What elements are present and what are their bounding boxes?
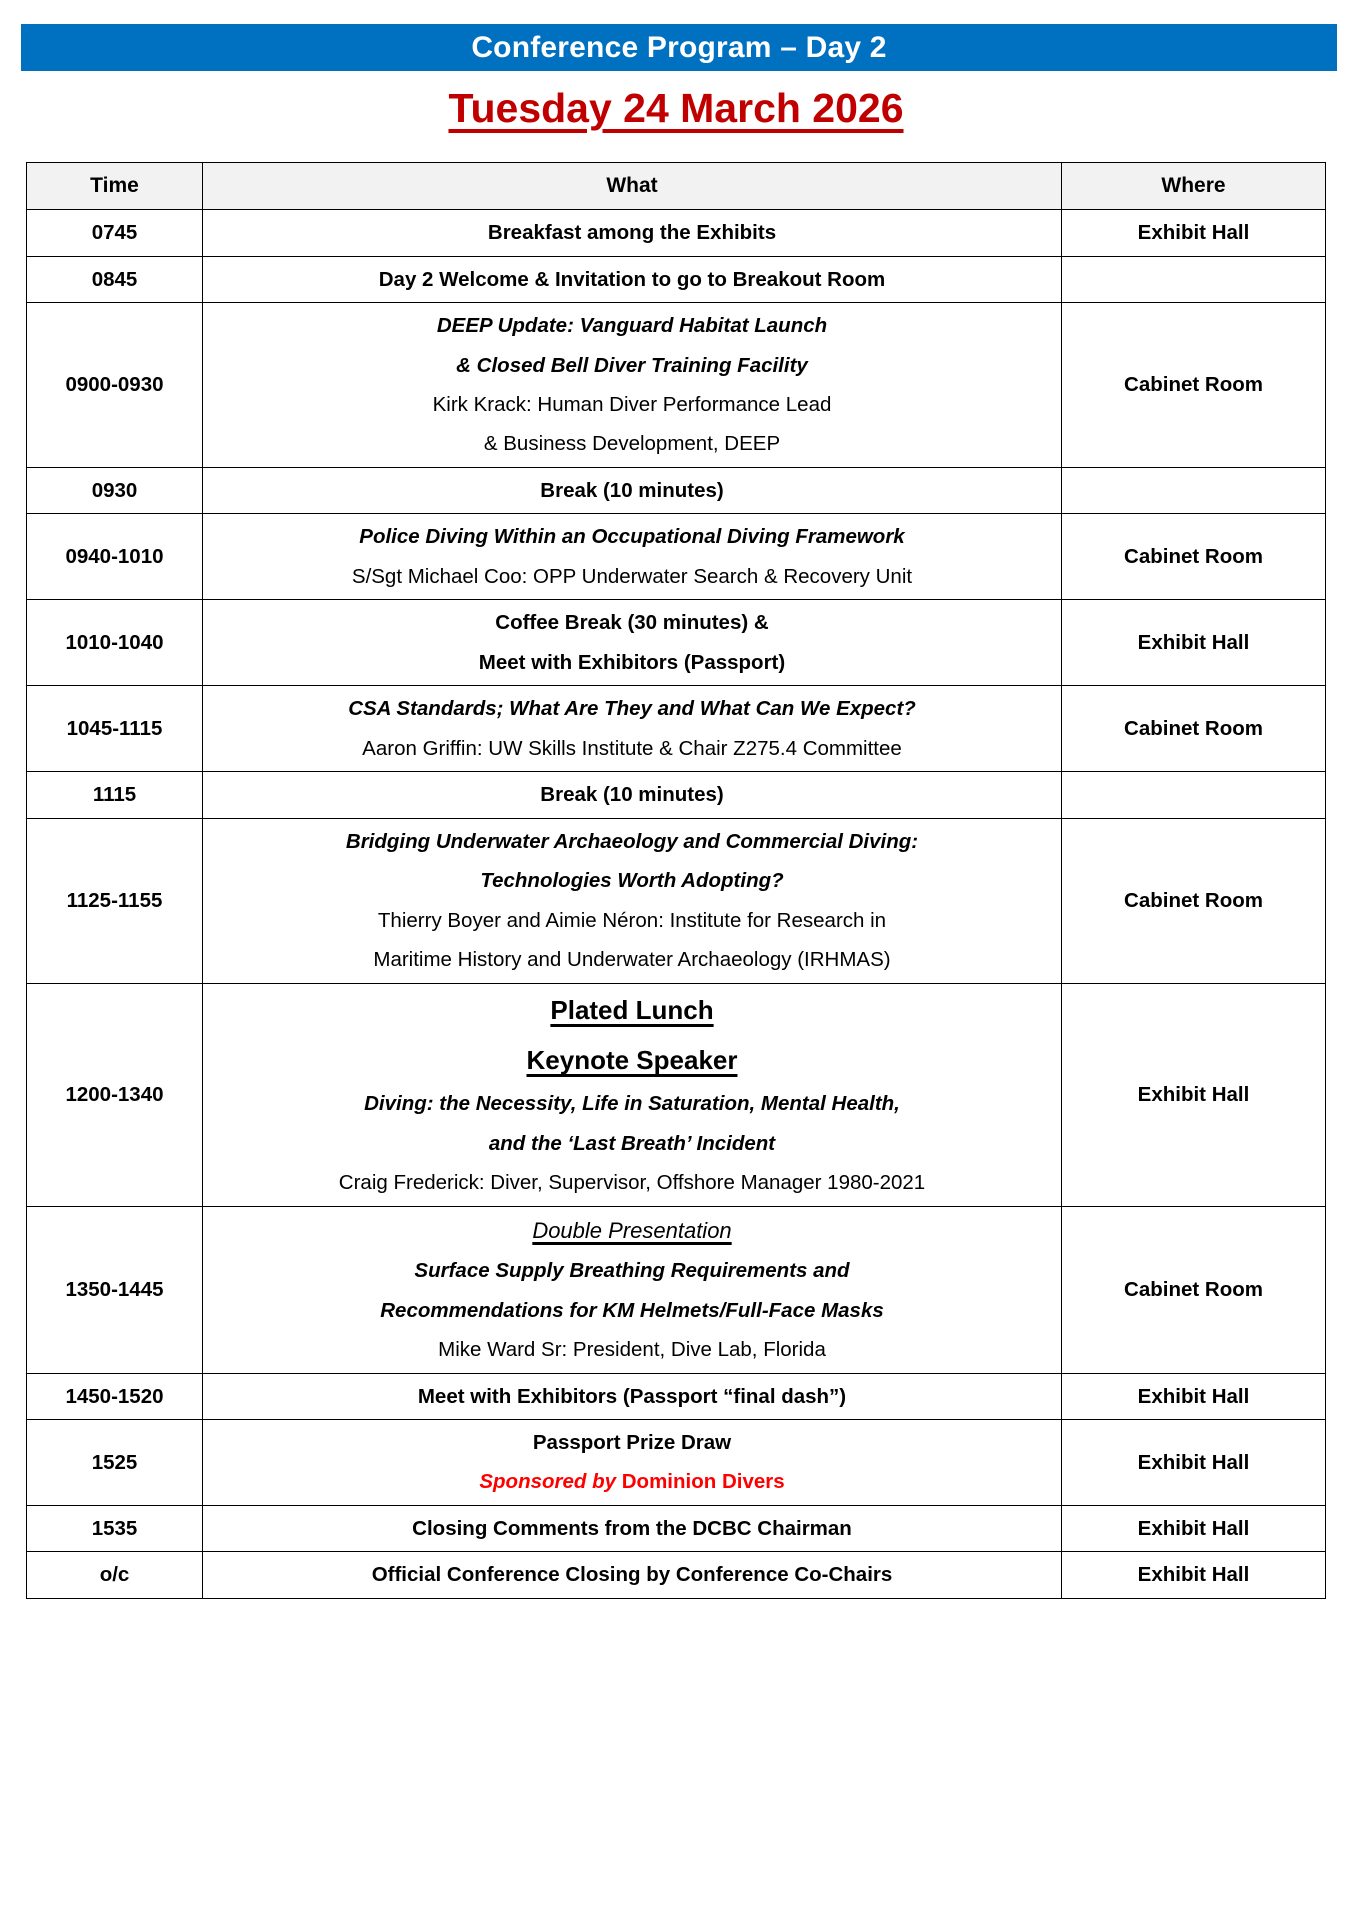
table-row: [27, 600, 1326, 686]
cell-what: [203, 1552, 1062, 1598]
session-presenter: Thierry Boyer and Aimie Néron: Institute for Research in: [377, 908, 887, 932]
session-title: Coffee Break (30 minutes) &: [495, 611, 769, 635]
cell-what: [203, 686, 1062, 772]
cell-time: 1125-1155: [27, 818, 203, 983]
cell-what: [203, 303, 1062, 468]
sponsor-prefix: Sponsored by: [479, 1470, 622, 1494]
session-headline: Double Presentation: [532, 1217, 732, 1243]
banner-title: Conference Program – Day 2: [471, 30, 887, 64]
table-row: [27, 210, 1326, 256]
table-row: [27, 514, 1326, 600]
cell-time: 1010-1040: [27, 600, 203, 686]
session-headline: Keynote Speaker: [526, 1045, 738, 1076]
cell-time: 0900-0930: [27, 303, 203, 468]
cell-what: [203, 1419, 1062, 1505]
session-presenter: S/Sgt Michael Coo: OPP Underwater Search & Recovery Unit: [351, 564, 913, 588]
date-heading-wrapper: [0, 86, 1352, 131]
cell-where: Cabinet Room: [1062, 303, 1326, 468]
cell-where: Cabinet Room: [1062, 514, 1326, 600]
cell-time: 1200-1340: [27, 983, 203, 1206]
table-row: [27, 1373, 1326, 1419]
session-title: Police Diving Within an Occupational Diving Framework: [359, 525, 905, 549]
program-schedule-table: [26, 162, 1326, 1599]
cell-where: [1062, 772, 1326, 818]
session-title: Recommendations for KM Helmets/Full-Face Masks: [380, 1298, 884, 1322]
session-title: Breakfast among the Exhibits: [487, 221, 777, 245]
table-row: [27, 1505, 1326, 1551]
sponsor-name: Dominion Divers: [621, 1470, 785, 1494]
cell-what: [203, 1206, 1062, 1373]
cell-what: [203, 983, 1062, 1206]
cell-time: 1535: [27, 1505, 203, 1551]
table-row: [27, 983, 1326, 1206]
cell-what: [203, 818, 1062, 983]
session-title: Passport Prize Draw: [532, 1430, 732, 1454]
session-presenter: & Business Development, DEEP: [483, 432, 781, 456]
table-row: [27, 467, 1326, 513]
session-presenter: Kirk Krack: Human Diver Performance Lead: [432, 393, 832, 416]
cell-where: [1062, 467, 1326, 513]
cell-what: [203, 600, 1062, 686]
session-title: Meet with Exhibitors (Passport): [478, 650, 786, 674]
table-row: [27, 772, 1326, 818]
cell-what: [203, 256, 1062, 302]
cell-where: Cabinet Room: [1062, 1206, 1326, 1373]
session-title: Diving: the Necessity, Life in Saturation, Mental Health,: [364, 1092, 900, 1116]
cell-what: [203, 772, 1062, 818]
cell-what: [203, 1505, 1062, 1551]
cell-time: o/c: [27, 1552, 203, 1598]
session-title: Surface Supply Breathing Requirements and: [414, 1259, 850, 1283]
session-title: & Closed Bell Diver Training Facility: [456, 353, 808, 377]
table-row: [27, 303, 1326, 468]
cell-where: Exhibit Hall: [1062, 600, 1326, 686]
session-title: Break (10 minutes): [540, 478, 724, 502]
cell-time: 0745: [27, 210, 203, 256]
session-title: Bridging Underwater Archaeology and Commercial Diving:: [345, 829, 919, 853]
session-title: Closing Comments from the DCBC Chairman: [412, 1516, 852, 1540]
table-row: [27, 1206, 1326, 1373]
cell-where: Exhibit Hall: [1062, 1373, 1326, 1419]
session-presenter: Maritime History and Underwater Archaeology (IRHMAS): [373, 948, 891, 972]
session-title: Day 2 Welcome & Invitation to go to Breakout Room: [378, 267, 886, 291]
table-row: [27, 256, 1326, 302]
session-title: Official Conference Closing by Conference Co-Chairs: [371, 1563, 893, 1587]
session-title: and the ‘Last Breath’ Incident: [488, 1131, 776, 1155]
cell-where: Exhibit Hall: [1062, 1552, 1326, 1598]
cell-what: [203, 1373, 1062, 1419]
cell-time: 1350-1445: [27, 1206, 203, 1373]
session-presenter: Mike Ward Sr: President, Dive Lab, Florida: [438, 1338, 826, 1362]
cell-time: 1525: [27, 1419, 203, 1505]
cell-where: Exhibit Hall: [1062, 983, 1326, 1206]
session-headline: Plated Lunch: [550, 994, 714, 1025]
table-row: [27, 1552, 1326, 1598]
table-row: [27, 686, 1326, 772]
cell-where: [1062, 256, 1326, 302]
cell-where: Cabinet Room: [1062, 686, 1326, 772]
session-presenter: Craig Frederick: Diver, Supervisor, Offshore Manager 1980-2021: [338, 1171, 926, 1195]
cell-time: 0845: [27, 256, 203, 302]
table-row: [27, 818, 1326, 983]
cell-time: 1045-1115: [27, 686, 203, 772]
cell-where: Exhibit Hall: [1062, 210, 1326, 256]
column-header-time: Time: [27, 163, 203, 210]
table-row: [27, 1419, 1326, 1505]
cell-where: Exhibit Hall: [1062, 1505, 1326, 1551]
program-table-body: [27, 210, 1326, 1599]
cell-where: Cabinet Room: [1062, 818, 1326, 983]
table-header-row: [27, 163, 1326, 210]
cell-time: 0940-1010: [27, 514, 203, 600]
session-title: Technologies Worth Adopting?: [480, 869, 784, 893]
session-title: Break (10 minutes): [540, 783, 724, 807]
cell-what: [203, 467, 1062, 513]
cell-time: 1115: [27, 772, 203, 818]
cell-where: Exhibit Hall: [1062, 1419, 1326, 1505]
date-heading: Tuesday 24 March 2026: [448, 85, 904, 131]
session-title: DEEP Update: Vanguard Habitat Launch: [436, 314, 828, 338]
cell-what: [203, 514, 1062, 600]
cell-time: 0930: [27, 467, 203, 513]
column-header-what: What: [203, 163, 1062, 210]
cell-what: [203, 210, 1062, 256]
cell-time: 1450-1520: [27, 1373, 203, 1419]
session-presenter: Aaron Griffin: UW Skills Institute & Chair Z275.4 Committee: [362, 736, 902, 760]
program-banner: [21, 24, 1337, 71]
session-title: CSA Standards; What Are They and What Can We Expect?: [348, 697, 916, 721]
column-header-where: Where: [1062, 163, 1326, 210]
session-title: Meet with Exhibitors (Passport “final dash”): [417, 1384, 847, 1408]
sponsor-line: [209, 1468, 1055, 1495]
